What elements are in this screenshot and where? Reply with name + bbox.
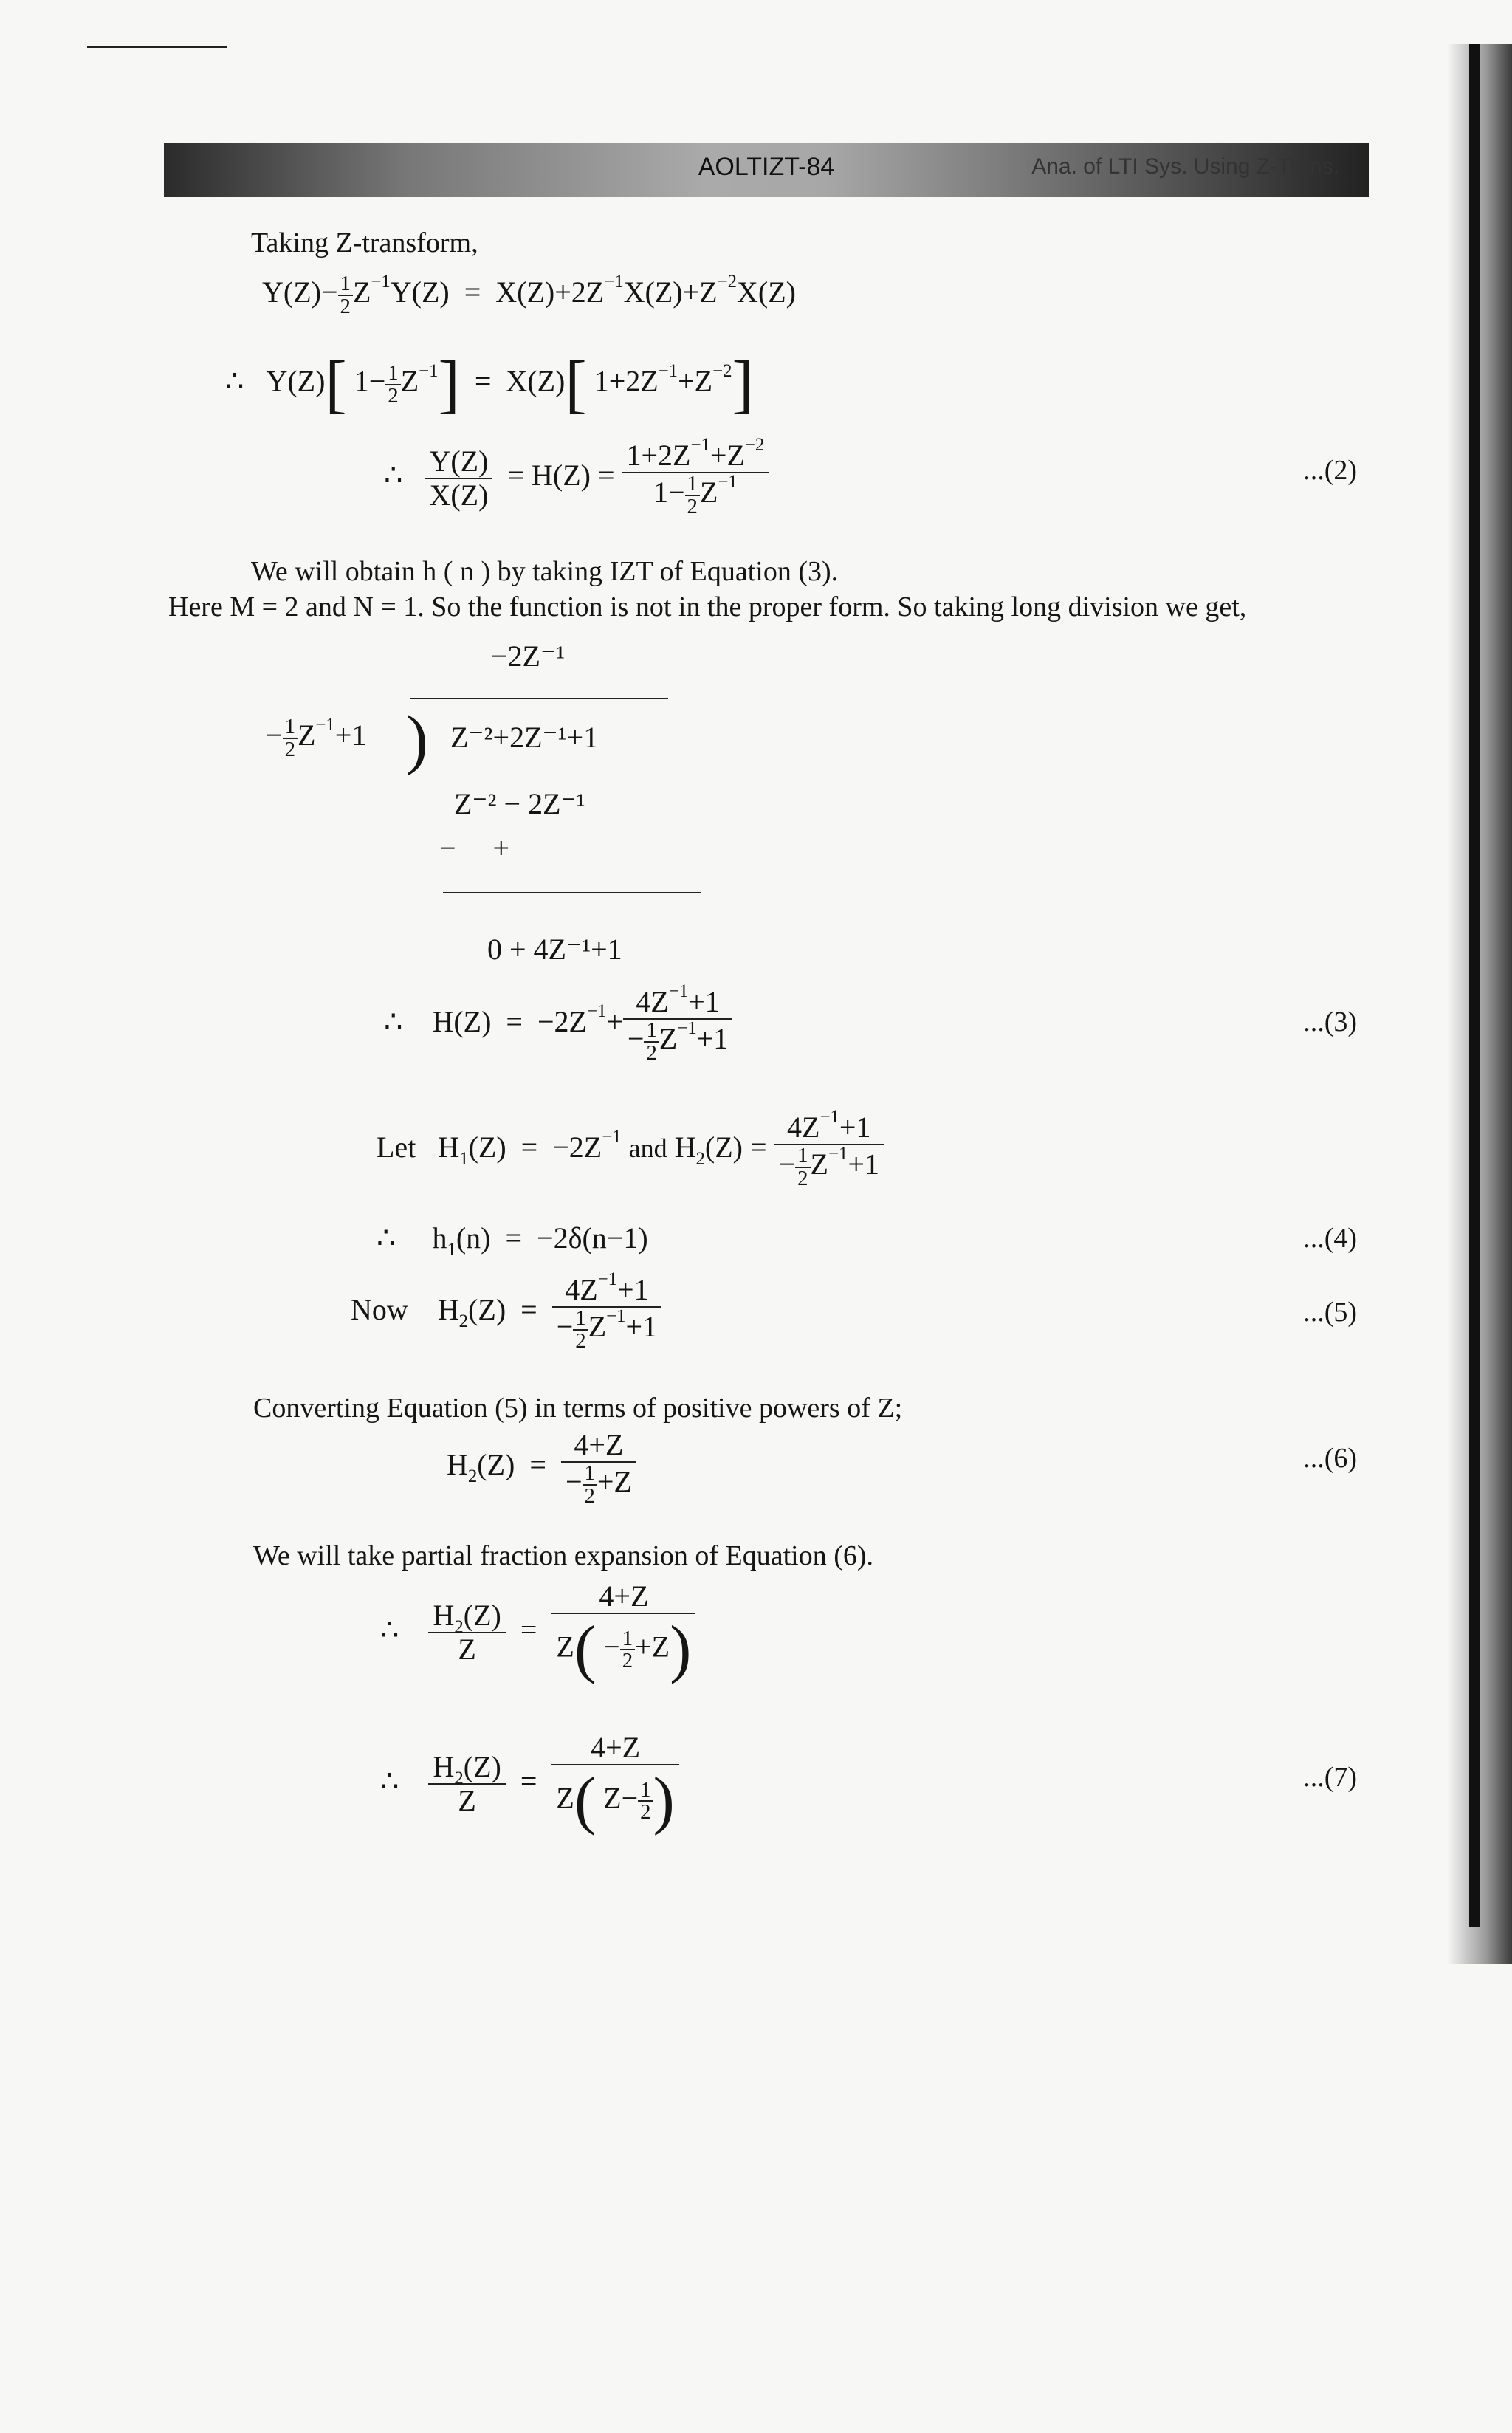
text-let: Let [377, 1130, 416, 1164]
therefore-symbol: ∴ [380, 1613, 399, 1647]
equation-number-5: ...(5) [1303, 1297, 1357, 1328]
therefore-symbol: ∴ [384, 1004, 403, 1038]
equation-partial-1: ∴ $\frac{H_2(Z)}{Z}$ = 4+Z Z( − $\frac{1}{2}$ +Z) [380, 1580, 695, 1686]
text-here-m-n: Here M = 2 and N = 1. So the function is not in the proper form. So taking long division we get, [168, 591, 1247, 622]
division-quotient: −2Z⁻¹ [491, 639, 566, 673]
header-section-title: Ana. of LTI Sys. Using Z-Trans. [1031, 154, 1339, 179]
text-obtain-h: We will obtain h ( n ) by taking IZT of Equation (3). [251, 556, 839, 587]
text-now: Now [351, 1292, 408, 1326]
therefore-symbol: ∴ [380, 1764, 399, 1798]
division-subtract: Z⁻² − 2Z⁻¹ [454, 787, 585, 820]
page-edge-binding [1469, 44, 1480, 1927]
text-and: and [628, 1133, 667, 1163]
equation-number-7: ...(7) [1303, 1762, 1357, 1793]
equation-number-2: ...(2) [1303, 455, 1357, 486]
page-header [164, 143, 1369, 197]
equation-h1-n: ∴ $h_1(n) = -2\delta(n-1)$ [377, 1221, 648, 1260]
equation-h2-z: Now $H_2(Z)$ = $4Z^{-1}+1$ − $\frac{1}{2}$ $Z^{-1}+1$ [351, 1274, 662, 1352]
equation-number-4: ...(4) [1303, 1223, 1357, 1254]
header-code: AOLTIZT-84 [698, 153, 835, 181]
equation-h2-positive: $H_2(Z)$ = 4+Z − $\frac{1}{2}$ +Z [447, 1429, 636, 1507]
scan-rule-mark [87, 46, 227, 48]
therefore-symbol: ∴ [384, 458, 403, 492]
equation-factored: ∴ Y(Z)[ 1− $\frac{1}{2}$ $Z^{-1}] = X(Z)$[ $1+2Z^{-1}+Z^{-2}$] [225, 349, 754, 420]
equation-z-transform: Y(Z)− $\frac{1}{2}$ $Z^{-1}Y(Z) = X(Z)+2Z^{-1}X(Z)+Z^{-2}X(Z)$ [262, 272, 796, 318]
division-bracket: ) [406, 703, 428, 776]
equation-h-z-split: ∴ $H(Z) = -2Z^{-1}+$ $4Z^{-1}+1$ − $\frac{1}{2}$ $Z^{-1}+1$ [384, 986, 732, 1064]
division-dividend: Z⁻²+2Z⁻¹+1 [450, 721, 599, 754]
division-divisor: − $\frac{1}{2}$ $Z^{-1}+1$ [266, 715, 367, 761]
text-partial-fraction: We will take partial fraction expansion of Equation (6). [253, 1540, 874, 1571]
equation-number-3: ...(3) [1303, 1006, 1357, 1037]
equation-number-6: ...(6) [1303, 1443, 1357, 1474]
text-taking-z: Taking Z-transform, [251, 227, 478, 258]
text-converting: Converting Equation (5) in terms of positive powers of Z; [253, 1393, 903, 1424]
division-bar [410, 698, 668, 699]
division-remainder: 0 + 4Z⁻¹+1 [487, 933, 622, 966]
equation-partial-2: ∴ $\frac{H_2(Z)}{Z}$ = 4+Z Z( Z− $\frac{1}{2}$ ) [380, 1732, 679, 1837]
equation-transfer-function: ∴ $\frac{Y(Z)}{X(Z)}$ = H(Z) = $1+2Z^{-1}+Z^{-2}$ 1− $\frac{1}{2}$ $Z^{-1}$ [384, 439, 769, 518]
page-edge-shadow [1447, 44, 1512, 1964]
division-signs: − + [439, 831, 510, 865]
equation-let-h1-h2: Let $H_1(Z) = -2Z^{-1}$ and $H_2(Z)$ = $4Z^{-1}+1$ − $\frac{1}{2}$ $Z^{-1}+1$ [377, 1111, 884, 1190]
therefore-symbol: ∴ [225, 364, 244, 398]
therefore-symbol: ∴ [377, 1221, 396, 1255]
division-underline [443, 892, 701, 893]
